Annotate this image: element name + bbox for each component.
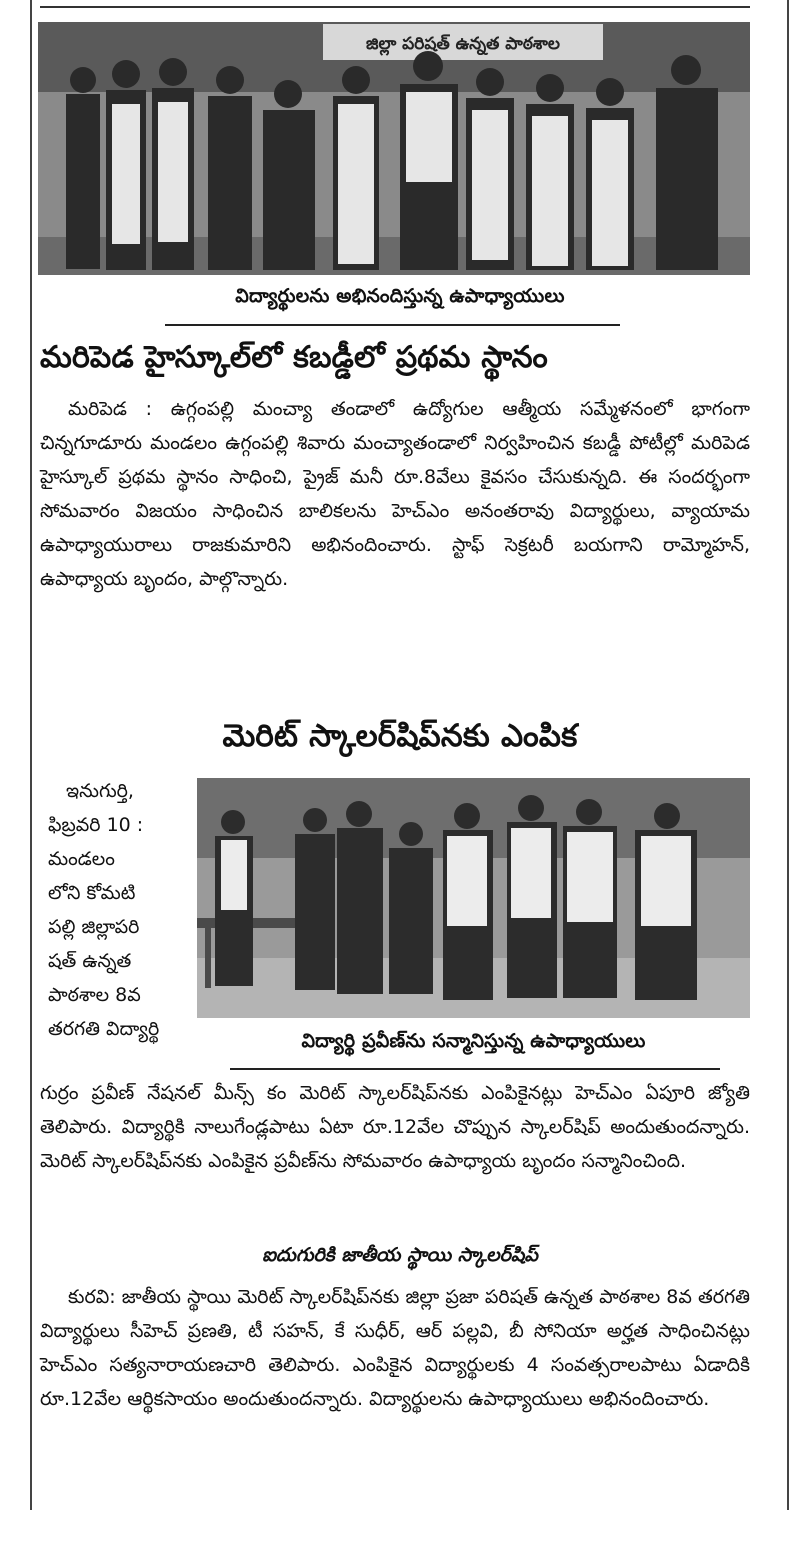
column-line: పాఠశాల 8వ bbox=[48, 984, 141, 1006]
headline-kabaddi: మరిపెడ హైస్కూల్‌లో కబడ్డీలో ప్రథమ స్థానం bbox=[40, 340, 548, 375]
column-line: లోని కోమటి bbox=[48, 882, 136, 904]
column-line: ఇనుగుర్తి, bbox=[66, 780, 134, 802]
caption-underline bbox=[165, 324, 620, 326]
article2-paragraph: గుర్రం ప్రవీణ్ నేషనల్ మీన్స్ కం మెరిట్ స్కాలర్‌షిప్‌నకు ఎంపికైనట్లు హెచ్‌ఎం ఏపూరి జ్యోతి తెలిపారు. విద్యార్థికి నాలుగేండ్లపాటు ఏటా రూ.12వేల చొప్పున స్కాలర్‌షిప్ అందుతుందన్నారు. మెరిట్ స్కాలర్‌షిప్‌నకు ఎంపికైన ప్రవీణ్‌ను సోమవారం ఉపాధ్యాయ బృందం సన్మానించింది. bbox=[40, 1082, 750, 1172]
article3-paragraph: కురవి: జాతీయ స్థాయి మెరిట్ స్కాలర్‌షిప్‌నకు జిల్లా ప్రజా పరిషత్ ఉన్నత పాఠశాల 8వ తరగతి విద్యార్థులు సీహెచ్ ప్రణతి, టీ సహన్, కే సుధీర్, ఆర్ పల్లవి, బీ సోనియా అర్హత సాధించినట్లు హెచ్‌ఎం సత్యనారాయణచారి తెలిపారు. ఎంపికైన విద్యార్థులకు 4 సంవత్సరాలపాటు ఏడాదికి రూ.12వేల ఆర్థికసాయం అందుతుందన్నారు. విద్యార్థులను ఉపాధ్యాయులు అభినందించారు. bbox=[40, 1286, 750, 1410]
article1-paragraph: మరిపెడ : ఉగ్గంపల్లి మంచ్యా తండాలో ఉద్యోగుల ఆత్మీయ సమ్మేళనంలో భాగంగా చిన్నగూడూరు మండలం ఉగ్గంపల్లి శివారు మంచ్యాతండాలో నిర్వహించిన కబడ్డీ పోటీల్లో మరిపెడ హైస్కూల్ ప్రథమ స్థానం సాధించి, ప్రైజ్ మనీ రూ.8వేలు కైవసం చేసుకున్నది. ఈ సందర్భంగా సోమవారం విజయం సాధించిన బాలికలను హెచ్‌ఎం అనంతరావు విద్యార్థులు, వ్యాయామ ఉపాధ్యాయురాలు రాజకుమారిని అభినందించారు. స్టాఫ్ సెక్రటరీ బయగాని రామ్మోహన్, ఉపాధ్యాయ బృందం, పాల్గొన్నారు. bbox=[40, 398, 750, 590]
article3-body bbox=[40, 1280, 750, 1416]
school-banner-text: జిల్లా పరిషత్ ఉన్నత పాఠశాల bbox=[366, 34, 560, 54]
column-line: మండలం bbox=[48, 848, 115, 870]
photo2-caption: విద్యార్థి ప్రవీణ్‌ను సన్మానిస్తున్న ఉపాధ్యాయులు bbox=[301, 1030, 646, 1052]
column-line: షత్ ఉన్నత bbox=[48, 950, 132, 972]
article2-lead-column bbox=[48, 774, 188, 1046]
photo1-caption: విద్యార్థులను అభినందిస్తున్న ఉపాధ్యాయులు bbox=[235, 285, 565, 307]
photo-teachers-honoring-student bbox=[197, 778, 750, 1018]
caption2-underline bbox=[230, 1068, 720, 1070]
article2-body bbox=[40, 1076, 750, 1178]
headline-merit-scholarship: మెరిట్ స్కాలర్‌షిప్‌నకు ఎంపిక bbox=[222, 718, 578, 754]
column-line: తరగతి విద్యార్థి bbox=[48, 1018, 160, 1040]
top-rule bbox=[40, 6, 750, 8]
article1-body bbox=[40, 392, 750, 596]
subheading-national-scholarship: ఐదుగురికి జాతీయ స్థాయి స్కాలర్‌షిప్ bbox=[262, 1244, 538, 1266]
photo-students-illustration bbox=[38, 22, 750, 275]
column-line: పల్లి జిల్లాపరి bbox=[48, 916, 140, 938]
photo-teachers-illustration bbox=[197, 778, 750, 1018]
column-line: ఫిబ్రవరి 10 : bbox=[48, 814, 144, 836]
photo-students-group bbox=[38, 22, 750, 275]
